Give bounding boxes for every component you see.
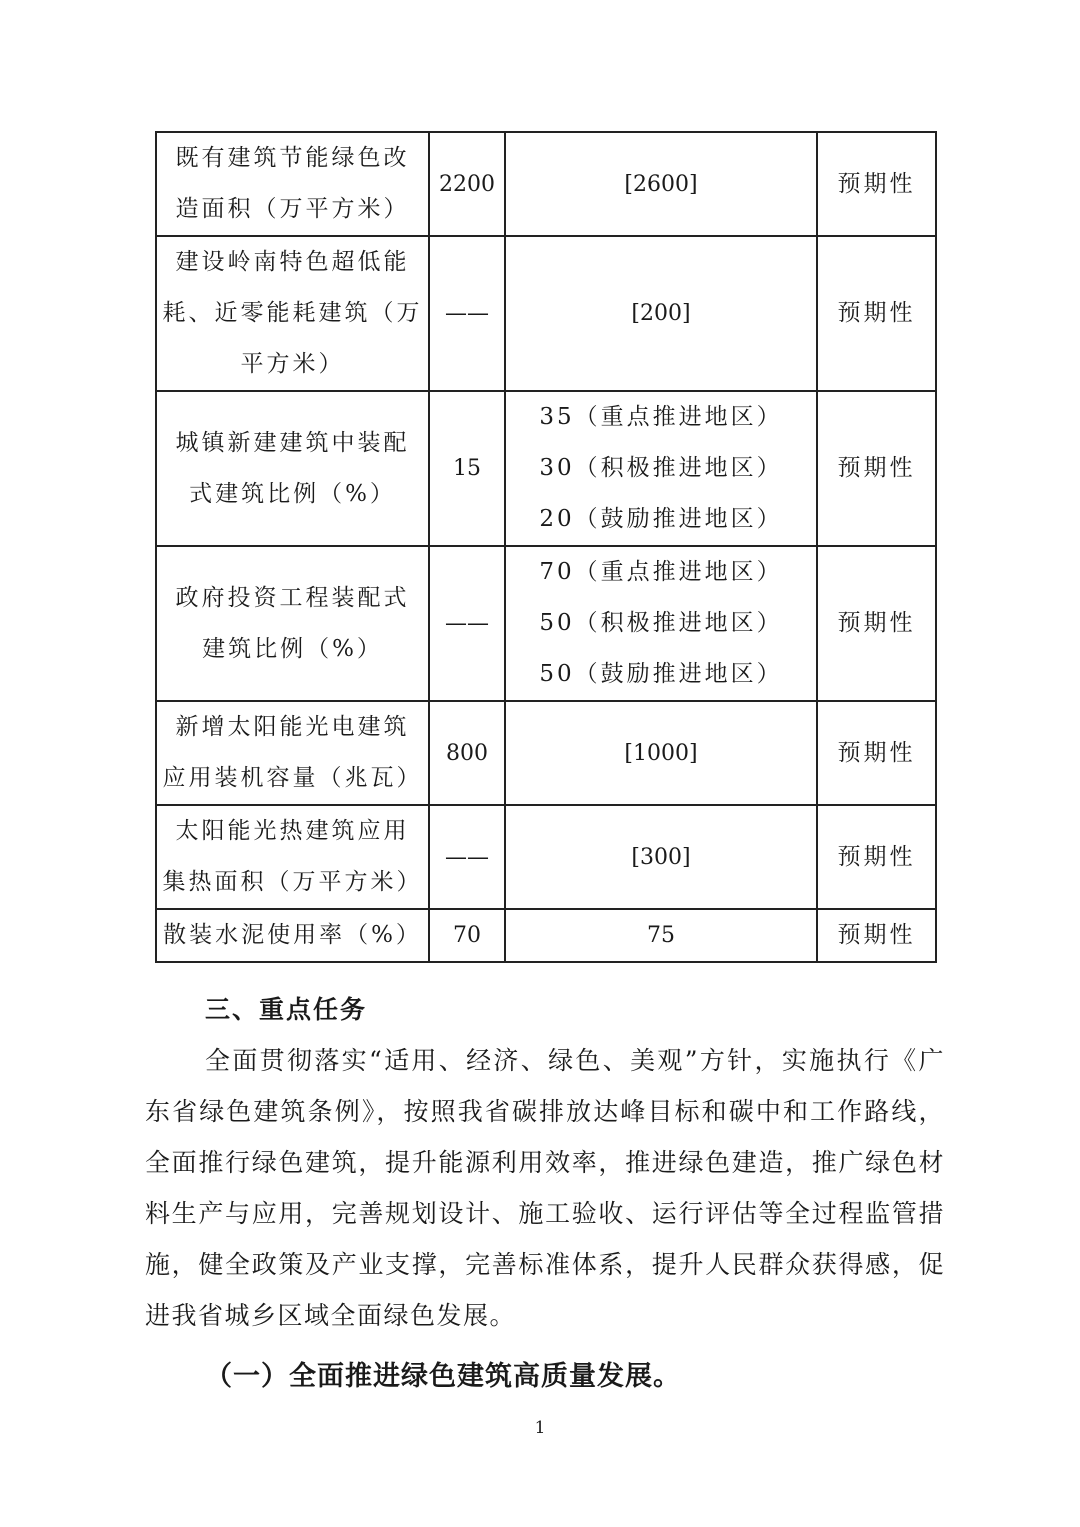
- table-row: [156, 236, 936, 391]
- subsection-title: （一）全面推进绿色建筑高质量发展。: [205, 1361, 681, 1392]
- table-row: [156, 546, 936, 701]
- indicator-name: 太阳能光热建筑应用 集热面积（万平方米）: [156, 805, 429, 909]
- table-row: [156, 909, 936, 962]
- base-value: 70: [429, 909, 505, 962]
- indicator-name: 城镇新建建筑中装配 式建筑比例（%）: [156, 391, 429, 546]
- base-value: 15: [429, 391, 505, 546]
- indicator-nature: 预期性: [817, 391, 936, 546]
- target-value: [2600]: [505, 132, 817, 236]
- indicator-name: 政府投资工程装配式 建筑比例（%）: [156, 546, 429, 701]
- body-paragraph: 全面贯彻落实“适用、经济、绿色、美观”方针，实施执行《广东省绿色建筑条例》，按照我省碳排放达峰目标和碳中和工作路线，全面推行绿色建筑，提升能源利用效率，推进绿色建造，推广绿色材料生产与应用，完善规划设计、施工验收、运行评估等全过程监管措施，健全政策及产业支撑，完善标准体系，提升人民群众获得感，促进我省城乡区域全面绿色发展。: [145, 1046, 945, 1330]
- base-value: ——: [429, 546, 505, 701]
- indicator-name: 散装水泥使用率（%）: [156, 909, 429, 962]
- table-row: [156, 391, 936, 546]
- target-value: 75: [505, 909, 817, 962]
- indicator-name: 建设岭南特色超低能 耗、近零能耗建筑（万 平方米）: [156, 236, 429, 391]
- base-value: 800: [429, 701, 505, 805]
- indicator-table: [155, 131, 937, 963]
- indicator-nature: 预期性: [817, 805, 936, 909]
- page-number: 1: [534, 1418, 546, 1438]
- target-value: [1000]: [505, 701, 817, 805]
- base-value: ——: [429, 236, 505, 391]
- indicator-nature: 预期性: [817, 132, 936, 236]
- indicator-name: 既有建筑节能绿色改 造面积（万平方米）: [156, 132, 429, 236]
- indicator-name: 新增太阳能光电建筑 应用装机容量（兆瓦）: [156, 701, 429, 805]
- indicator-nature: 预期性: [817, 701, 936, 805]
- base-value: 2200: [429, 132, 505, 236]
- target-value: 70（重点推进地区） 50（积极推进地区） 50（鼓励推进地区）: [505, 546, 817, 701]
- target-value: 35（重点推进地区） 30（积极推进地区） 20（鼓励推进地区）: [505, 391, 817, 546]
- base-value: ——: [429, 805, 505, 909]
- table-row: [156, 701, 936, 805]
- section-title: 三、重点任务: [205, 995, 368, 1024]
- table-row: [156, 805, 936, 909]
- target-value: [200]: [505, 236, 817, 391]
- target-value: [300]: [505, 805, 817, 909]
- table-row: [156, 132, 936, 236]
- indicator-nature: 预期性: [817, 546, 936, 701]
- indicator-nature: 预期性: [817, 909, 936, 962]
- indicator-nature: 预期性: [817, 236, 936, 391]
